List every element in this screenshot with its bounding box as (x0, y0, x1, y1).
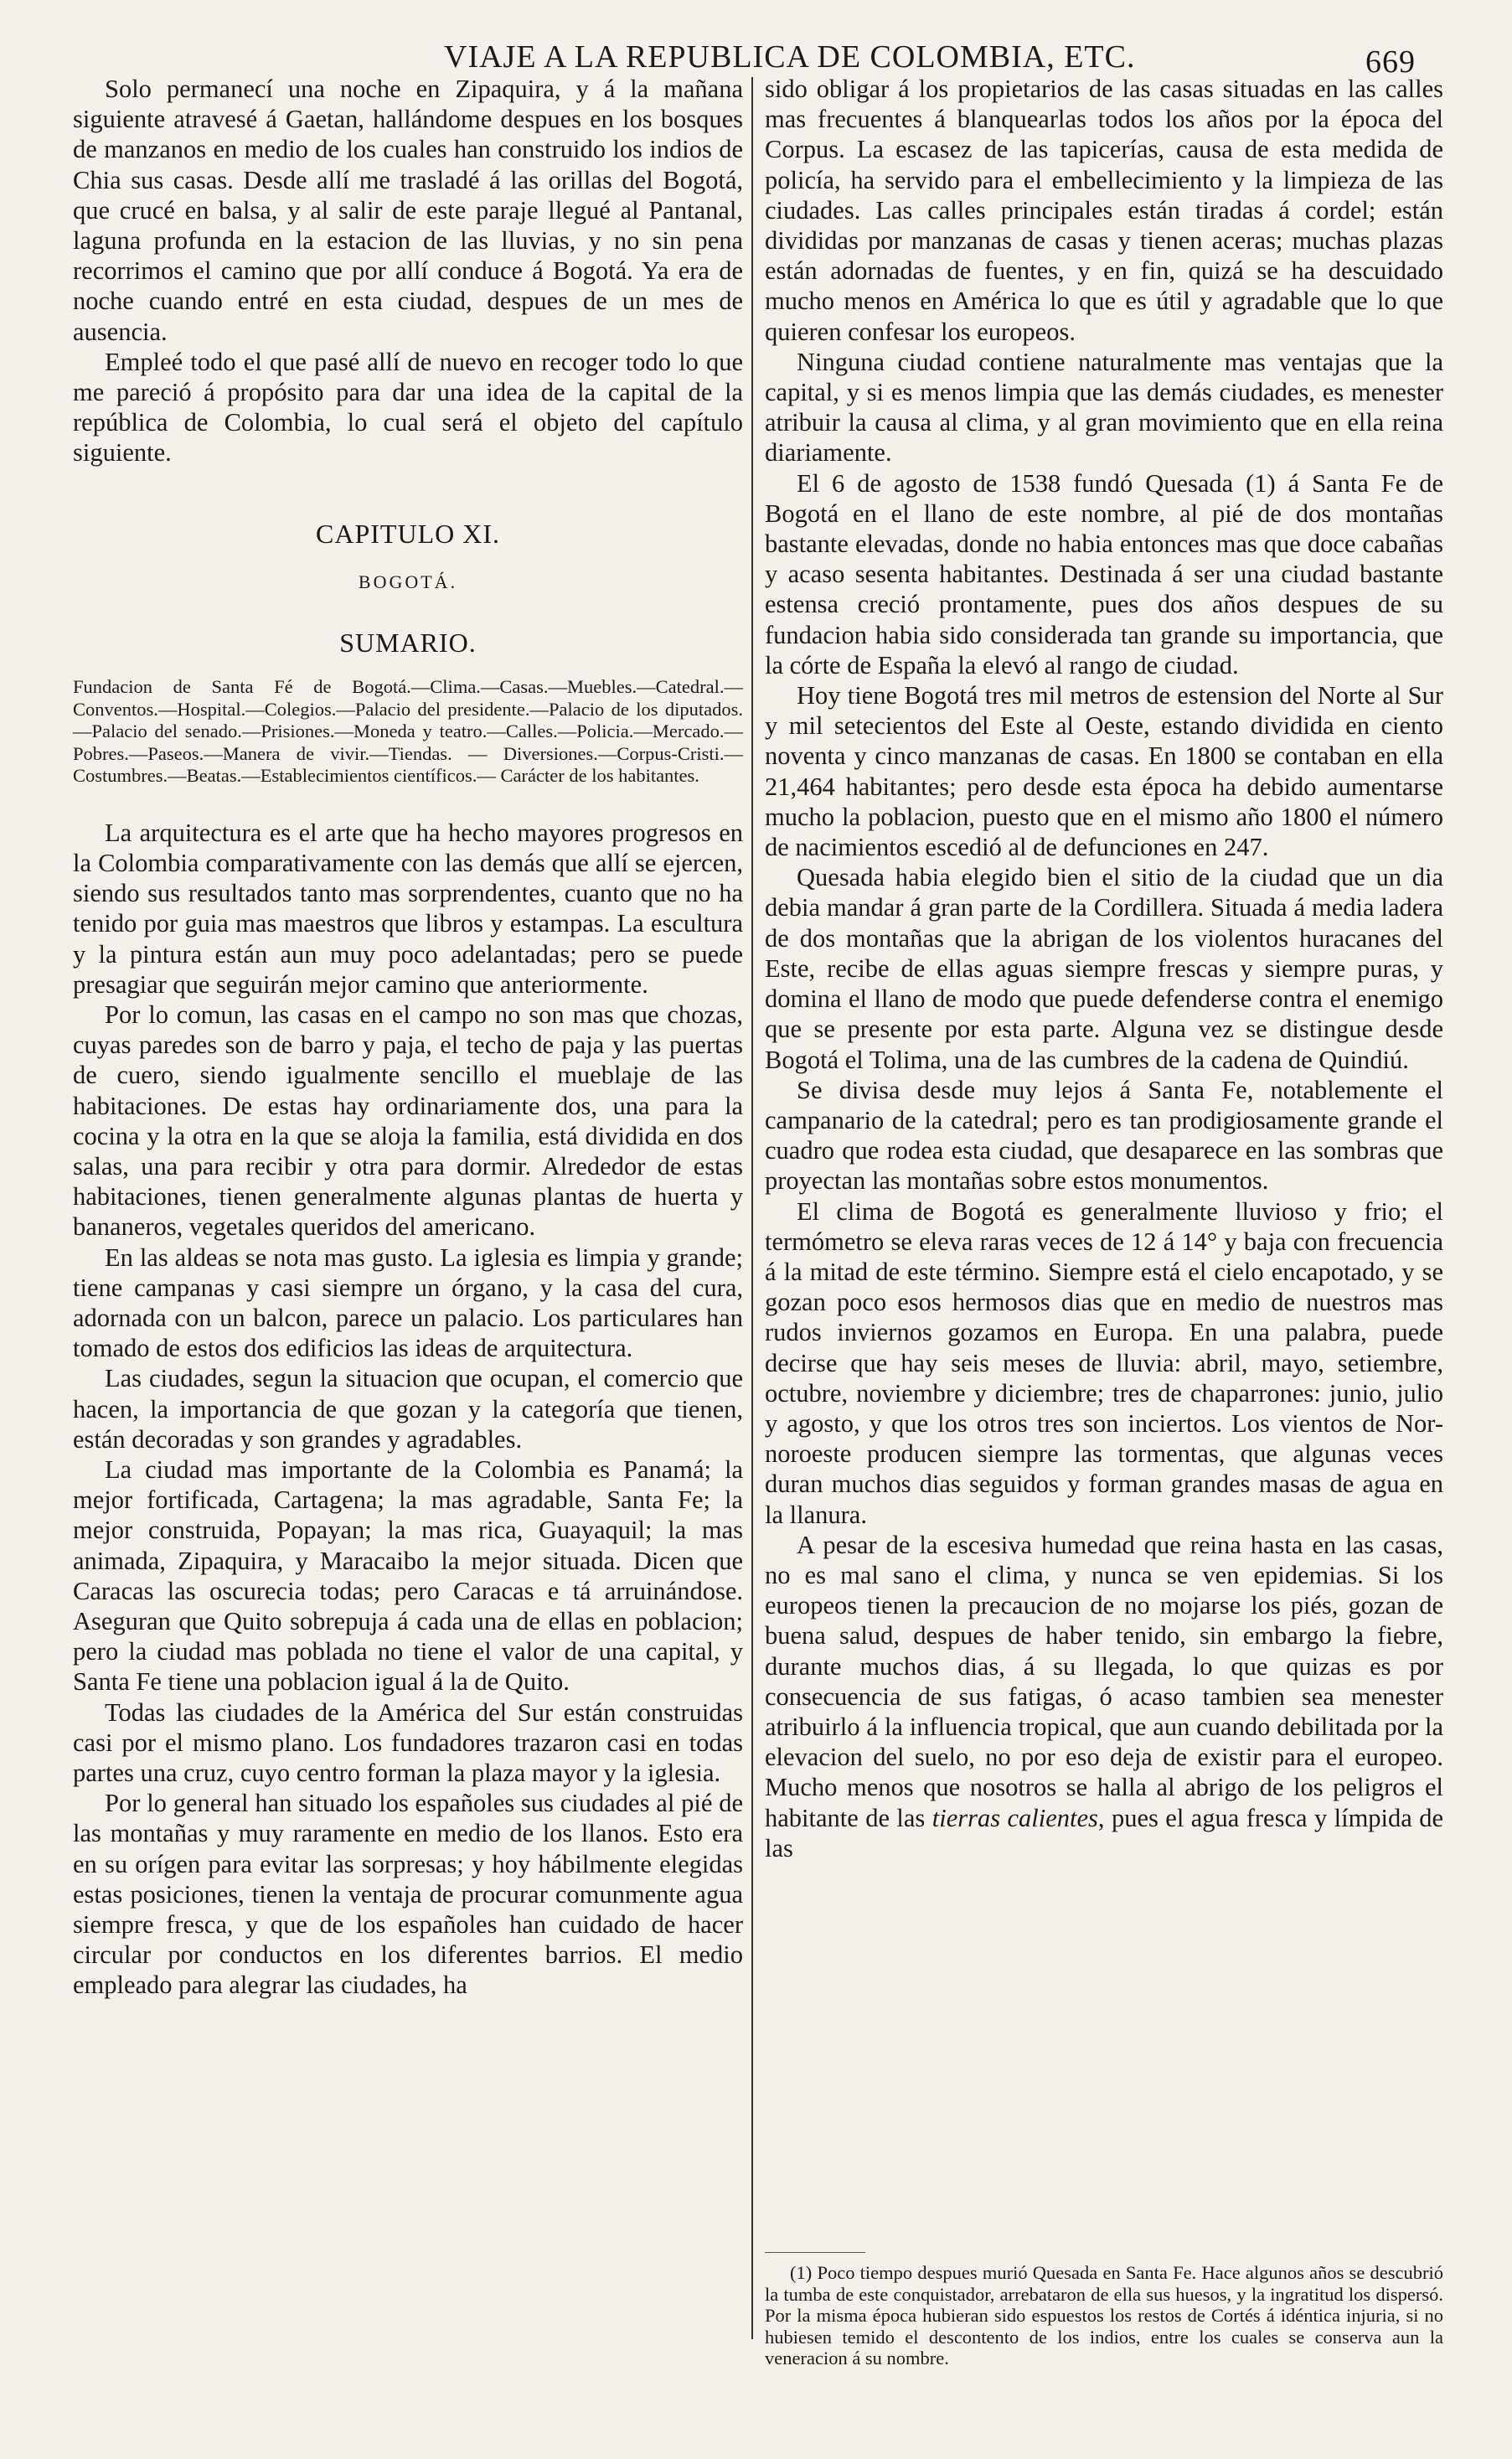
paragraph: sido obligar á los propietarios de las casas situadas en las calles mas frecuentes á blanquearlas todos los años por la época del Corpus. La escasez de las tapicerías, causa de esta medida de policía, ha servido para el embellecimiento y la limpieza de las ciudades. Las calles principales están tiradas á cordel; están divididas por manzanas de casas y tienen aceras; muchas plazas están adornadas de fuentes, y en fin, quizá se ha descuidado mucho menos en América lo que es útil y agradable que lo que quieren confesar los europeos. (765, 75, 1443, 346)
paragraph: Quesada habia elegido bien el sitio de la ciudad que un dia debia mandar á gran parte de la Cordillera. Situada á media ladera de dos montañas que la abrigan de los violentos huracanes del Este, recibe de ellas aguas siempre frescas y siempre puras, y domina el llano de modo que puede defenderse contra el enemigo que se presente por esta parte. Alguna vez se distingue desde Bogotá el Tolima, una de las cumbres de la cadena de Quindiú. (765, 863, 1443, 1074)
right-column (765, 74, 1443, 1863)
footnote-text: (1) Poco tiempo despues murió Quesada en Santa Fe. Hace algunos años se descubrió la tumba de este conquistador, arrebataron de ella sus huesos, y la ingratitud los dispersó. Por la misma época hubieran sido espuestos los restos de Cortés á idéntica injuria, si no hubiesen temido el descontento de los indios, entre los cuales se conserva aun la veneracion á su nombre. (765, 2262, 1443, 2369)
paragraph: Por lo comun, las casas en el campo no son mas que chozas, cuyas paredes son de barro y paja, el techo de paja y las puertas de cuero, siendo igualmente sencillo el mueblaje de las habitaciones. De estas hay ordinariamente dos, una para la cocina y la otra en la que se aloja la familia, está dividida en dos salas, una para recibir y otra para dormir. Alrededor de estas habitaciones, tienen generalmente algunas plantas de huerta y bananeros, vegetales queridos del americano. (73, 1000, 743, 1242)
paragraph: Hoy tiene Bogotá tres mil metros de estension del Norte al Sur y mil setecientos del Este al Oeste, estando dividida en ciento noventa y cinco manzanas de casas. En 1800 se contaban en ella 21,464 habitantes; pero desde esta época ha debido aumentarse mucho la poblacion, puesto que en el mismo año 1800 el número de nacimientos escedió al de defunciones en 247. (765, 681, 1443, 862)
page-number: 669 (1365, 44, 1416, 80)
left-column (73, 74, 743, 2001)
paragraph: Todas las ciudades de la América del Sur están construidas casi por el mismo plano. Los fundadores trazaron casi en todas partes una cruz, cuyo centro forman la plaza mayor y la iglesia. (73, 1697, 743, 1788)
paragraph-text: , pues el agua fresca y límpida de las (765, 1803, 1444, 1862)
paragraph (765, 1530, 1443, 1863)
footnote (765, 2262, 1443, 2369)
paragraph: Las ciudades, segun la situacion que ocupan, el comercio que hacen, la importancia de que gozan y la categoría que tienen, están decoradas y son grandes y agradables. (73, 1364, 743, 1454)
header-title: VIAJE A LA REPUBLICA DE COLOMBIA, ETC. (444, 39, 1136, 75)
chapter-subtitle: BOGOTÁ. (358, 571, 458, 592)
paragraph: Solo permanecí una noche en Zipaquira, y á la mañana siguiente atravesé á Gaetan, hallándome despues en los bosques de manzanos en medio de los cuales han construido los indios de Chia sus casas. Desde allí me trasladé á las orillas del Bogotá, que crucé en balsa, y al salir de este paraje llegué al Pantanal, laguna profunda en la estacion de las lluvias, y no sin pena recorrimos el camino que por allí conduce á Bogotá. Ya era de noche cuando entré en esta ciudad, despues de un mes de ausencia. (73, 75, 743, 346)
paragraph: Empleé todo el que pasé allí de nuevo en recoger todo lo que me pareció á propósito para dar una idea de la capital de la república de Colombia, lo cual será el objeto del capítulo siguiente. (73, 347, 743, 468)
paragraph: La arquitectura es el arte que ha hecho mayores progresos en la Colombia comparativamente con las demás que allí se ejercen, siendo sus resultados tanto mas sorprendentes, cuanto que no ha tenido por guia mas maestros que libros y estampas. La escultura y la pintura están aun muy poco adelantadas; pero se puede presagiar que seguirán mejor camino que anteriormente. (73, 818, 743, 999)
footnote-rule (765, 2252, 865, 2253)
summary-paragraph: Fundacion de Santa Fé de Bogotá.—Clima.—Casas.—Muebles.—Catedral.—Conventos.—Hospital.—Colegios.—Palacio del presidente.—Palacio de los diputados.—Palacio del senado.—Prisiones.—Moneda y teatro.—Calles.—Policia.—Mercado.— Pobres.—Paseos.—Manera de vivir.—Tiendas. — Diversiones.—Corpus-Cristi.—Costumbres.—Beatas.—Establecimientos científicos.— Carácter de los habitantes. (73, 676, 743, 787)
summary-heading: SUMARIO. (339, 628, 477, 659)
summary-text (73, 676, 743, 788)
paragraph: Ninguna ciudad contiene naturalmente mas ventajas que la capital, y si es menos limpia que las demás ciudades, es menester atribuir la causa al clima, y al gran movimiento que en ella reina diariamente. (765, 347, 1443, 468)
chapter-title: CAPITULO XI. (316, 518, 500, 549)
paragraph: El clima de Bogotá es generalmente lluvioso y frio; el termómetro se eleva raras veces de 12 á 14° y baja con frecuencia á la mitad de este término. Siempre está el cielo encapotado, y se gozan poco esos hermosos dias que en medio de nuestros mas rudos inviernos gozamos en Europa. En una palabra, puede decirse que hay seis meses de lluvia: abril, mayo, setiembre, octubre, noviembre y diciembre; tres de chaparrones: junio, julio y agosto, y que los otros tres son inciertos. Los vientos de Nor-noroeste producen siempre las tormentas, que algunas veces duran muchos dias seguidos y forman grandes masas de agua en la llanura. (765, 1196, 1443, 1529)
paragraph: Se divisa desde muy lejos á Santa Fe, notablemente el campanario de la catedral; pero es tan prodigiosamente grande el cuadro que rodea esta ciudad, que desaparece en las sombras que proyectan las montañas sobre estos monumentos. (765, 1075, 1443, 1196)
paragraph: El 6 de agosto de 1538 fundó Quesada (1) á Santa Fe de Bogotá en el llano de este nombre, al pié de dos montañas bastante elevadas, donde no habia entonces mas que doce cabañas y acaso sesenta habitantes. Destinada á ser una ciudad bastante estensa creció prontamente, pues dos años despues de su fundacion habia sido considerada tan grande su importancia, que la córte de España la elevó al rango de ciudad. (765, 468, 1443, 679)
paragraph: En las aldeas se nota mas gusto. La iglesia es limpia y grande; tiene campanas y casi siempre un órgano, y la casa del cura, adornada con un balcon, parece un palacio. Los particulares han tomado de estos dos edificios las ideas de arquitectura. (73, 1242, 743, 1363)
paragraph: La ciudad mas importante de la Colombia es Panamá; la mejor fortificada, Cartagena; la mas agradable, Santa Fe; la mejor construida, Popayan; la mas rica, Guayaquil; la mas animada, Zipaquira, y Maracaibo la mejor situada. Dicen que Caracas las oscurecia todas; pero Caracas e tá arruinándose. Aseguran que Quito sobrepuja á cada una de ellas en poblacion; pero la ciudad mas poblada no tiene el valor de una capital, y Santa Fe tiene una poblacion igual á la de Quito. (73, 1455, 743, 1697)
paragraph: Por lo general han situado los españoles sus ciudades al pié de las montañas y muy raramente en medio de los llanos. Esto era en su orígen para evitar las sorpresas; y hoy hábilmente elegidas estas posiciones, tienen la ventaja de procurar comunmente agua siempre fresca, y que de los españoles han cuidado de hacer circular por conductos en los diferentes barrios. El medio empleado para alegrar las ciudades, ha (73, 1789, 743, 2000)
column-divider (751, 77, 753, 2339)
paragraph-text: A pesar de la escesiva humedad que reina hasta en las casas, no es mal sano el clima, y nunca se ven epidemias. Si los europeos tienen la precaucion de no mojarse los piés, gozan de buena salud, despues de haber tenido, sin embargo la fiebre, durante muchos dias, á su llegada, lo que quizas es por consecuencia de sus fatigas, ó acaso tambien sea menester atribuirlo á la influencia tropical, que aun cuando debilitada por la elevacion del suelo, no por eso deja de existir para el europeo. Mucho menos que nosotros se halla al abrigo de los peligros el habitante de las (765, 1530, 1443, 1832)
italic-term: tierras calientes (931, 1803, 1098, 1832)
